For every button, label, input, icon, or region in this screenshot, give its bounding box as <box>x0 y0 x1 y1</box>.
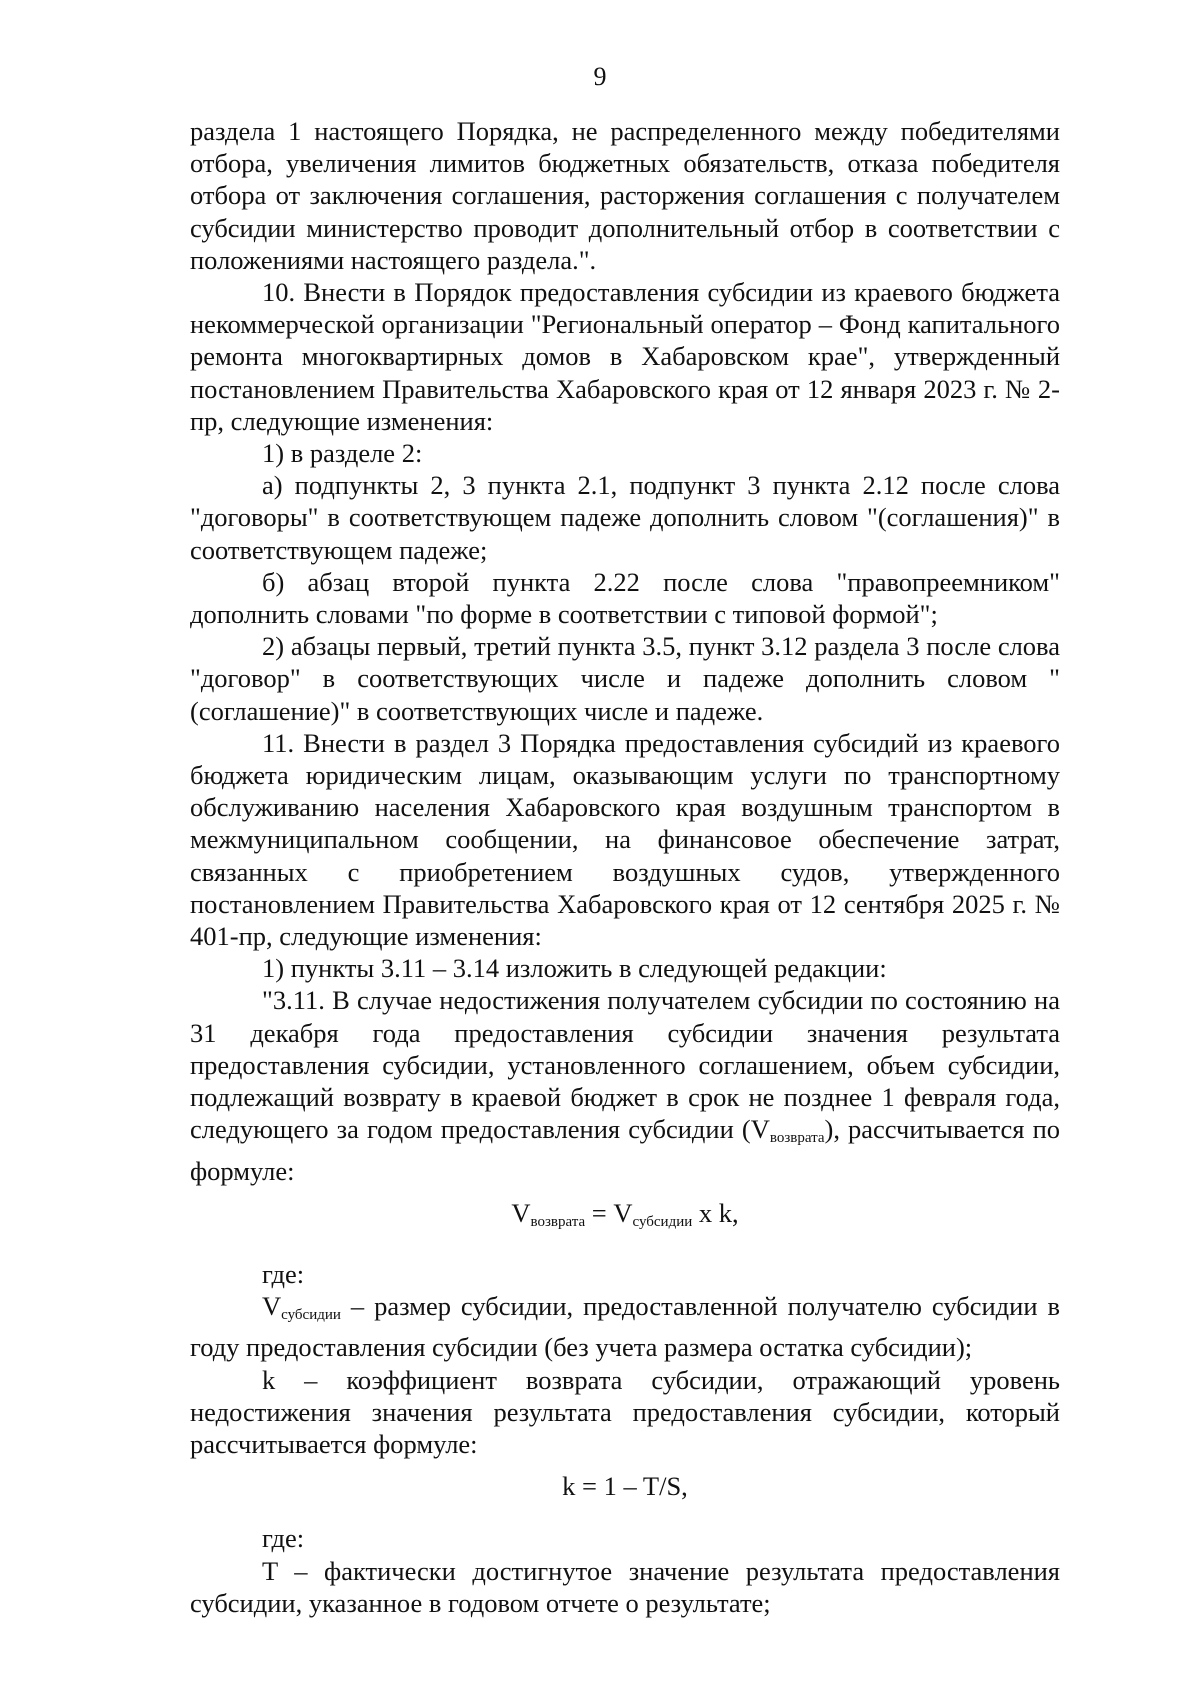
formula-k: k = 1 – T/S, <box>562 1471 688 1502</box>
paragraph-sub-a: а) подпункты 2, 3 пункта 2.1, подпункт 3 пункта 2.12 после слова "договоры" в соответствующем падеже дополнить словом "(соглашения)" в соответствующем падеже; <box>190 470 1060 565</box>
definition-v-symbol: V <box>262 1291 282 1322</box>
paragraph-3-11 <box>190 984 1060 1186</box>
paragraph-sub-1: 1) в разделе 2: <box>262 438 423 469</box>
definition-k: k – коэффициент возврата субсидии, отражающий уровень недостижения значения результата предоставления субсидии, который рассчитывается формуле: <box>190 1364 1060 1459</box>
definition-sub-subsidii: субсидии <box>281 1307 341 1324</box>
formula-equals: = <box>585 1197 614 1228</box>
paragraph-3-11-tail: ), рассчитывается по формуле: <box>190 1114 1060 1186</box>
page-number: 9 <box>593 62 607 91</box>
subscript-vozvrata: возврата <box>769 1130 825 1147</box>
formula-sub-vozvrata: возврата <box>530 1213 586 1230</box>
paragraph-continuation: раздела 1 настоящего Порядка, не распределенного между победителями отбора, увеличения лимитов бюджетных обязательств, отказа победителя отбора от заключения соглашения, расторжения соглашения с получателем субсидии министерство проводит дополнительный отбор в соответствии с положениями настоящего раздела.". <box>190 116 1060 275</box>
paragraph-item-11: 11. Внести в раздел 3 Порядка предоставления субсидий из краевого бюджета юридическим лицам, оказывающим услуги по транспортному обслуживанию населения Хабаровского края воздушным транспортом в межмуниципальном сообщении, на финансовое обеспечение затрат, связанных с приобретением воздушных судов, утвержденного постановлением Правительства Хабаровского края от 12 сентября 2025 г. № 401-пр, следующие изменения: <box>190 727 1060 952</box>
formula-sub-subsidii: субсидии <box>632 1213 693 1230</box>
formula-v-symbol: V <box>511 1197 531 1228</box>
paragraph-sub-2: 2) абзацы первый, третий пункта 3.5, пункт 3.12 раздела 3 после слова "договор" в соответствующих числе и падеже дополнить словом "(соглашение)" в соответствующих числе и падеже. <box>190 631 1060 726</box>
definition-v-subsidii <box>190 1290 1060 1363</box>
where-label-2: где: <box>262 1523 305 1554</box>
paragraph-3-11-text: "3.11. В случае недостижения получателем субсидии по состоянию на 31 декабря года предоставления субсидии значения результата предоставления субсидии, установленного соглашением, объем субсидии, подлежащий возврату в краевой бюджет в срок не позднее 1 февраля года, следующего за годом предоставления субсидии (V <box>190 985 1060 1145</box>
formula-tail: x k, <box>692 1197 739 1228</box>
formula-return-volume <box>190 1197 1060 1238</box>
paragraph-sub-b: б) абзац второй пункта 2.22 после слова "правопреемником" дополнить словами "по форме в соответствии с типовой формой"; <box>190 566 1060 630</box>
where-label-1: где: <box>262 1258 305 1289</box>
document-body <box>190 115 1060 1619</box>
paragraph-sub-1-item-11: 1) пункты 3.11 – 3.14 изложить в следующей редакции: <box>262 953 887 984</box>
formula-v-symbol-2: V <box>613 1197 633 1228</box>
definition-t: T – фактически достигнутое значение результата предоставления субсидии, указанное в годовом отчете о результате; <box>190 1555 1060 1618</box>
paragraph-item-10: 10. Внести в Порядок предоставления субсидии из краевого бюджета некоммерческой организации "Региональный оператор – Фонд капитального ремонта многоквартирных домов в Хабаровском крае", утвержденный постановлением Правительства Хабаровского края от 12 января 2023 г. № 2-пр, следующие изменения: <box>190 277 1060 436</box>
definition-v-text: – размер субсидии, предоставленной получателю субсидии в году предоставления субсидии (без учета размера остатка субсидии); <box>190 1291 1060 1363</box>
